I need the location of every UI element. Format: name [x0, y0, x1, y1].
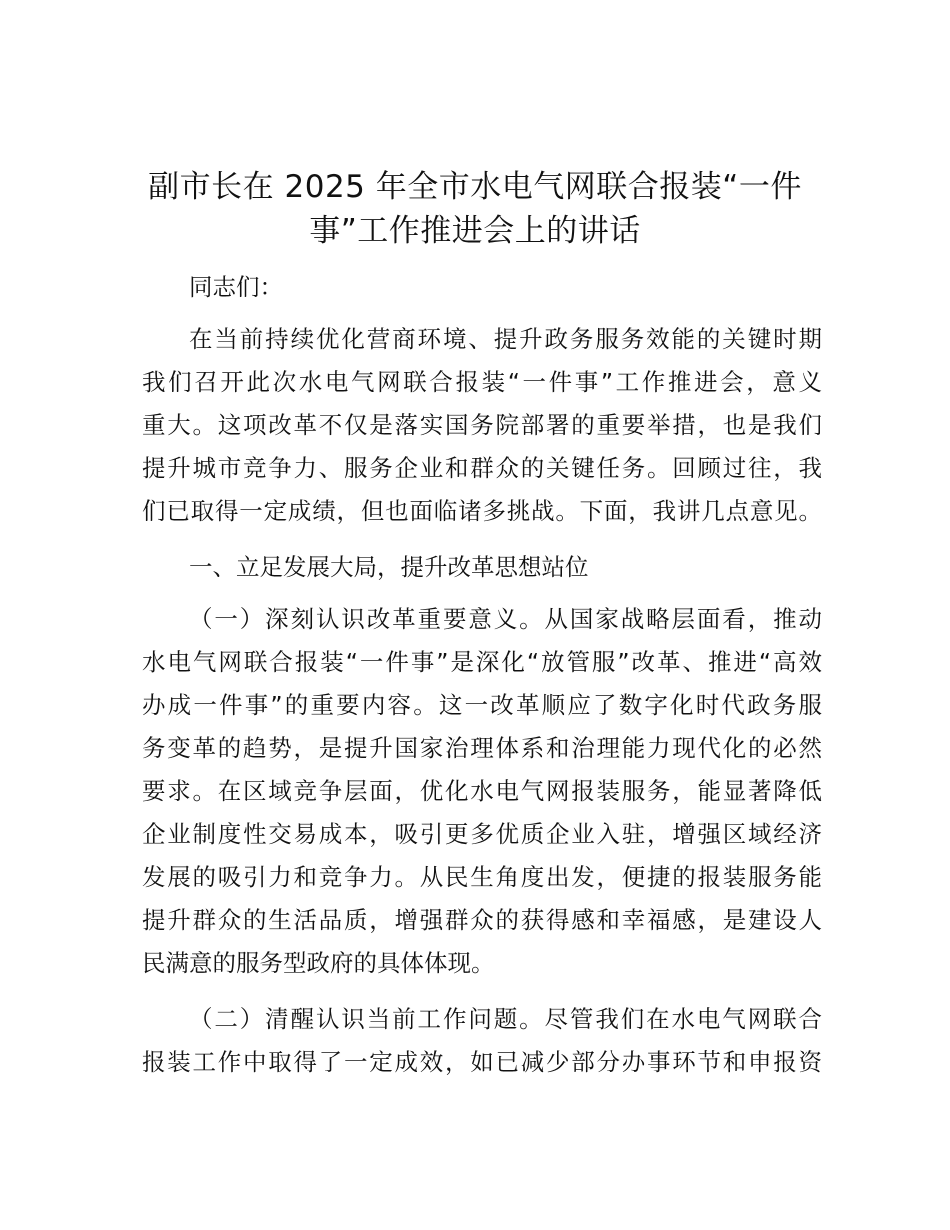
- paragraph-2-line: 发展的吸引力和竞争力。从民生角度出发，便捷的报装服务能: [142, 863, 822, 891]
- section-1-heading: 一、立足发展大局，提升改革思想站位: [189, 553, 589, 581]
- paragraph-1-line: 在当前持续优化营商环境、提升政务服务效能的关键时期: [189, 325, 822, 353]
- paragraph-2-line: 要求。在区域竞争层面，优化水电气网报装服务，能显著降低: [142, 777, 822, 805]
- paragraph-2-line: 民满意的服务型政府的具体体现。: [142, 949, 495, 977]
- paragraph-1-line: 提升城市竞争力、服务企业和群众的关键任务。回顾过往，我: [142, 454, 822, 482]
- document-title-line-1: 副市长在 2025 年全市水电气网联合报装“一件: [148, 169, 802, 205]
- paragraph-2-line: 水电气网联合报装“一件事”是深化“放管服”改革、推进“高效: [142, 648, 822, 676]
- paragraph-3-line: 报装工作中取得了一定成效，如已减少部分办事环节和申报资: [142, 1048, 822, 1076]
- salutation: 同志们：: [189, 273, 283, 301]
- paragraph-1-line: 重大。这项改革不仅是落实国务院部署的重要举措，也是我们: [142, 411, 822, 439]
- paragraph-2-line: 务变革的趋势，是提升国家治理体系和治理能力现代化的必然: [142, 734, 822, 762]
- document-title-line-2: 事”工作推进会上的讲话: [309, 213, 641, 249]
- paragraph-1-line: 我们召开此次水电气网联合报装“一件事”工作推进会，意义: [142, 368, 822, 396]
- paragraph-2-line: 提升群众的生活品质，增强群众的获得感和幸福感，是建设人: [142, 906, 822, 934]
- paragraph-2-line: 企业制度性交易成本，吸引更多优质企业入驻，增强区域经济: [142, 820, 822, 848]
- paragraph-3-line: （二）清醒认识当前工作问题。尽管我们在水电气网联合: [189, 1005, 822, 1033]
- paragraph-1-line: 们已取得一定成绩，但也面临诸多挑战。下面，我讲几点意见。: [142, 497, 822, 525]
- paragraph-2-line: （一）深刻认识改革重要意义。从国家战略层面看，推动: [189, 605, 822, 633]
- paragraph-2-line: 办成一件事”的重要内容。这一改革顺应了数字化时代政务服: [142, 691, 822, 719]
